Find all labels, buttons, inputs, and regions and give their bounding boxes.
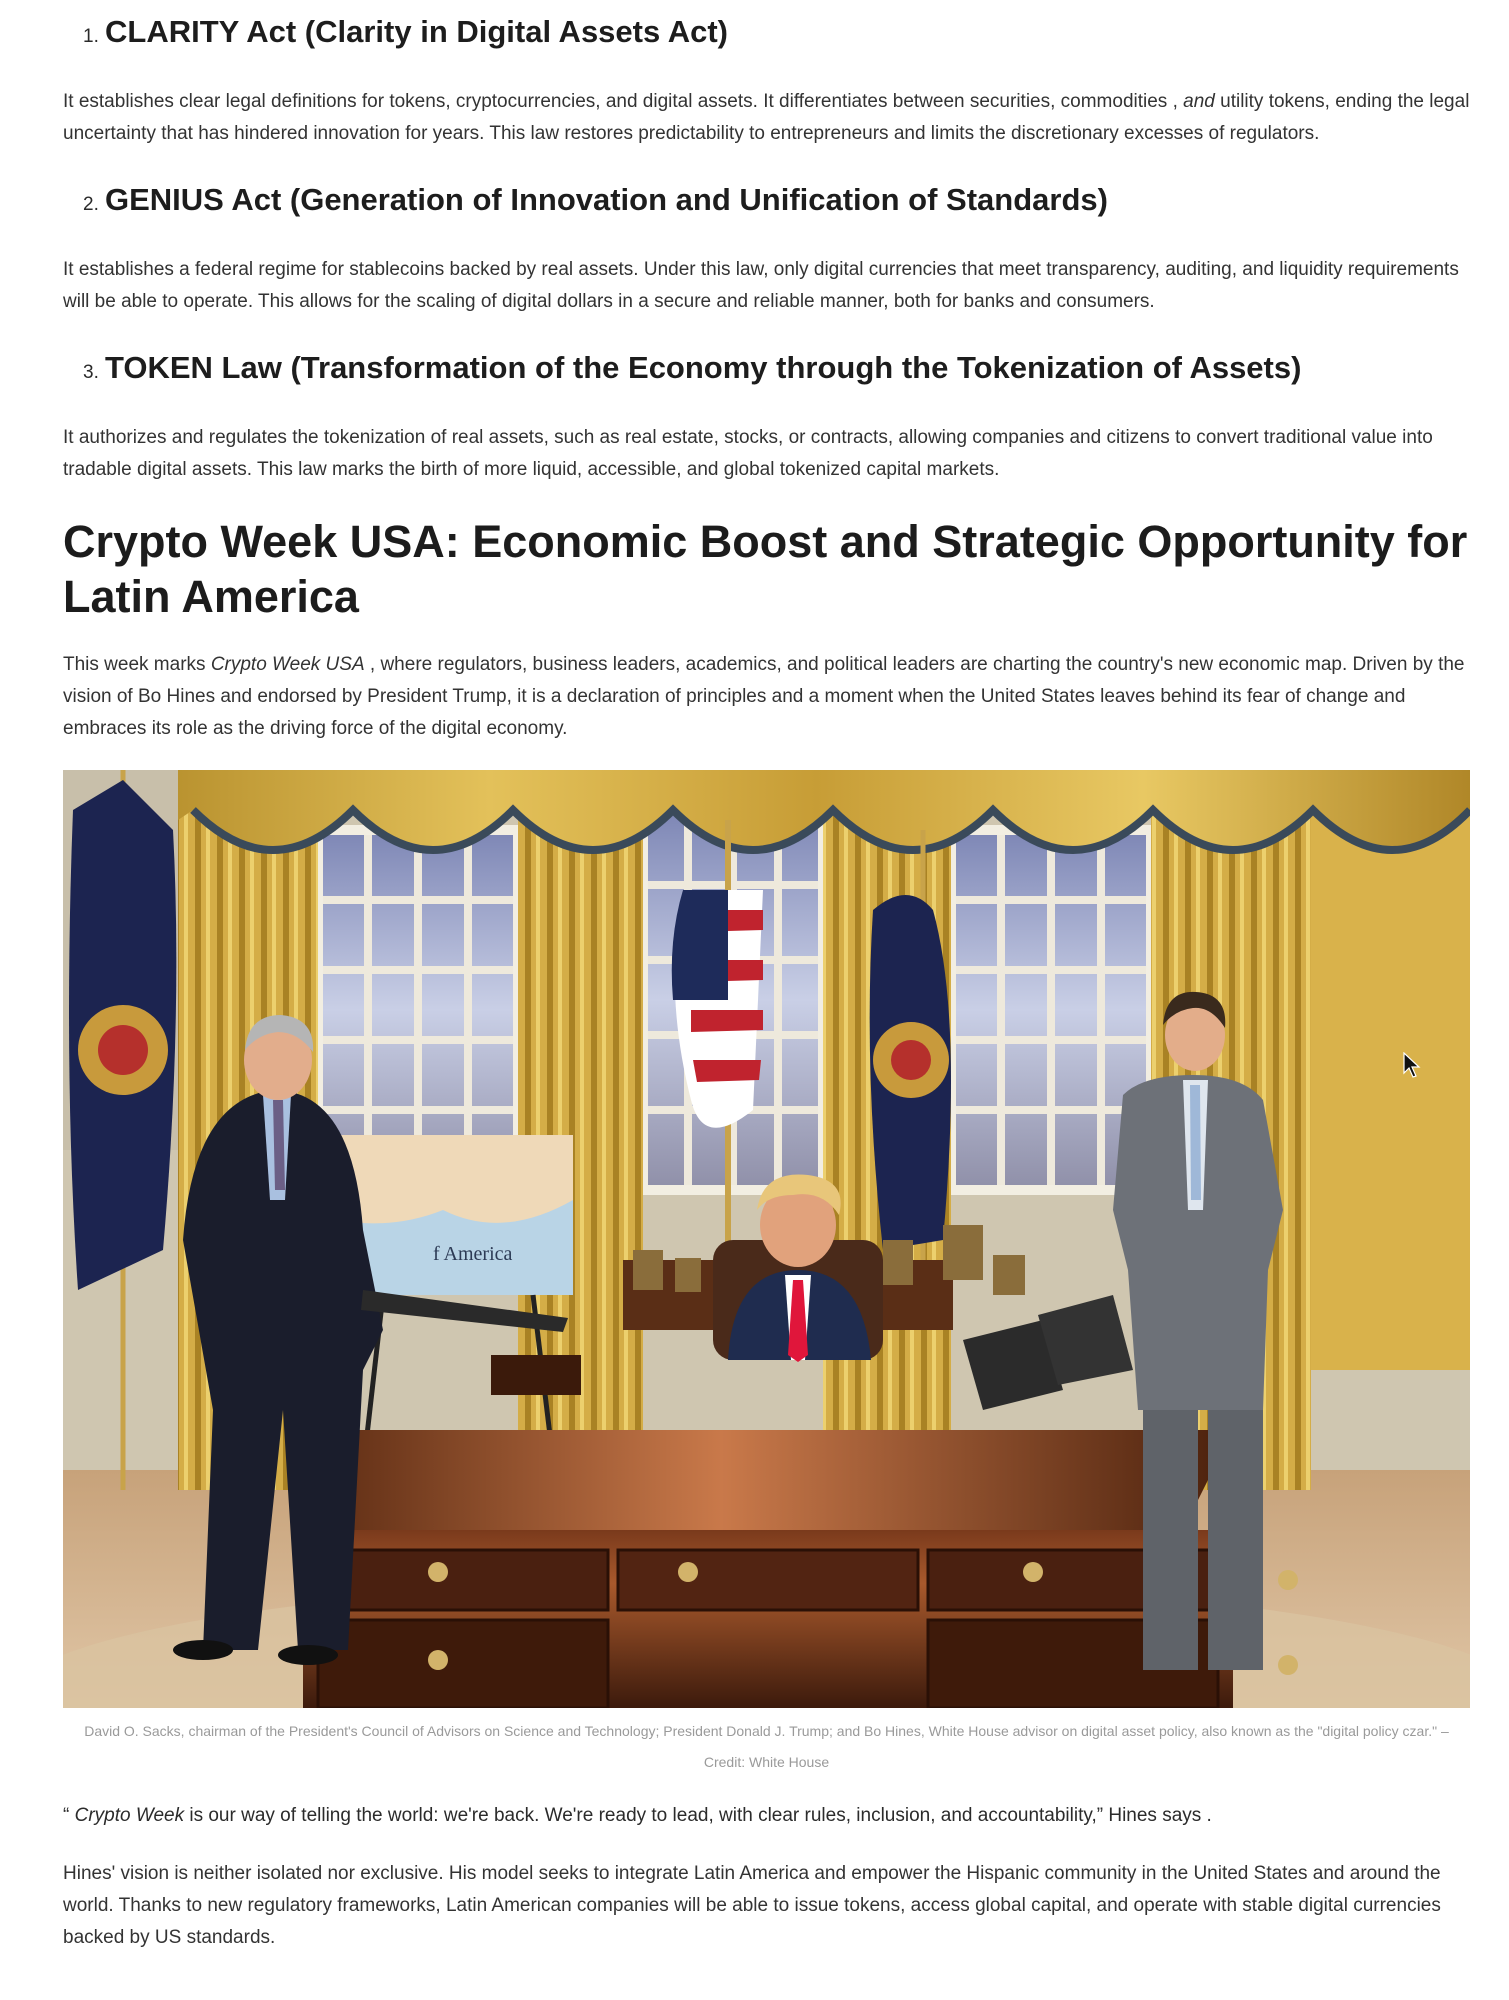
map-label: f America (433, 1243, 513, 1265)
section-title: Crypto Week USA: Economic Boost and Strategic Opportunity for Latin America (63, 516, 1468, 622)
oval-office-photo (63, 770, 1470, 1708)
list-number: 2. (83, 194, 99, 215)
photo-caption: David O. Sacks, chairman of the President's Council of Advisors on Science and Technology; President Donald J. Trump; and Bo Hines, White House advisor on digital asset policy, also known as the "digital policy czar." – Credit: White House (84, 1723, 1449, 1770)
law-description-part1: It establishes clear legal definitions for tokens, cryptocurrencies, and digital assets. It differentiates between securities, commodities , (63, 91, 1178, 112)
law-heading (83, 350, 1301, 386)
intro-emphasis: Crypto Week USA (210, 654, 365, 675)
law-description: It authorizes and regulates the tokenization of real assets, such as real estate, stocks, or contracts, allowing companies and citizens to convert traditional value into tradable digital assets. This law marks the birth of more liquid, accessible, and global tokenized capital markets. (63, 427, 1433, 480)
law-description: It establishes a federal regime for stablecoins backed by real assets. Under this law, only digital currencies that meet transparency, auditing, and liquidity requirements will be able to operate. This allows for the scaling of digital dollars in a secure and reliable manner, both for banks and consumers. (63, 259, 1459, 312)
law-title: TOKEN Law (Transformation of the Economy through the Tokenization of Assets) (105, 350, 1302, 385)
intro-prefix: This week marks (63, 654, 206, 675)
law-description-part2: utility tokens, ending the legal uncertainty that has hindered innovation for years. This law restores predictability to entrepreneurs and limits the discretionary excesses of regulators. (63, 91, 1470, 144)
quote-open-mark: “ (63, 1805, 70, 1826)
law-heading (83, 14, 728, 50)
quote-emphasis: Crypto Week (74, 1805, 185, 1826)
list-number: 1. (83, 26, 99, 47)
pull-quote (63, 1800, 1470, 1832)
law-description (63, 86, 1470, 150)
section-intro (63, 649, 1470, 745)
intro-suffix: , where regulators, business leaders, academics, and political leaders are charting the country's new economic map. Driven by the vision of Bo Hines and endorsed by President Trump, it is a declaration of principles and a moment when the United States leaves behind its fear of change and embraces its role as the driving force of the digital economy. (63, 654, 1465, 739)
law-description-emphasis: and (1183, 91, 1215, 112)
quote-text: is our way of telling the world: we're back. We're ready to lead, with clear rules, inclusion, and accountability,” Hines says . (189, 1805, 1212, 1826)
law-heading (83, 182, 1108, 218)
law-title: CLARITY Act (Clarity in Digital Assets Act) (105, 14, 728, 49)
closing-paragraph: Hines' vision is neither isolated nor exclusive. His model seeks to integrate Latin America and empower the Hispanic community in the United States and around the world. Thanks to new regulatory frameworks, Latin American companies will be able to issue tokens, access global capital, and operate with stable digital currencies backed by US standards. (63, 1863, 1441, 1948)
law-title: GENIUS Act (Generation of Innovation and Unification of Standards) (105, 182, 1108, 217)
list-number: 3. (83, 362, 99, 383)
mouse-cursor-icon (1403, 1052, 1421, 1083)
